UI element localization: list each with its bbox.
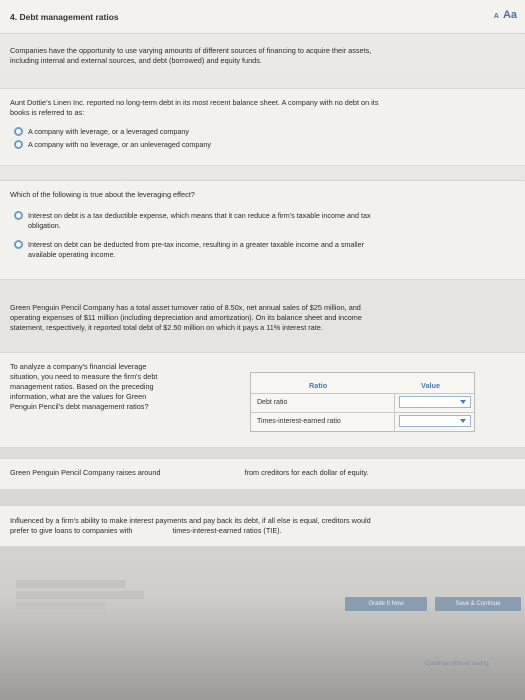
raises-sentence: Green Penguin Pencil Company raises around from creditors for each dollar of equity. — [10, 468, 369, 477]
q1-option-2-radio[interactable] — [14, 140, 23, 149]
question-title: 4. Debt management ratios — [10, 12, 119, 22]
value-column-header: Value — [421, 381, 441, 390]
save-continue-button[interactable]: Save & Continue — [435, 597, 521, 611]
ratio-table — [250, 372, 475, 432]
q2-option-1-radio[interactable] — [14, 211, 23, 220]
q2-prompt: Which of the following is true about the leveraging effect? — [10, 190, 195, 199]
ratio-column-header: Ratio — [309, 381, 328, 390]
q2-option-1-label[interactable]: Interest on debt is a tax deductible expense, which means that it can reduce a firm's taxable income and tax obligation. — [28, 211, 371, 230]
case-text: Green Penguin Pencil Company has a total asset turnover ratio of 8.50x, net annual sales of $25 million, and operating expenses of $11 million (including depreciation and amortization). On its balance sheet and income statement, respectively, it reported total debt of $2.50 million on which it pays a 11% interest rate. — [10, 303, 362, 332]
q1-option-2-label[interactable]: A company with no leverage, or an unleveraged company — [28, 140, 211, 149]
font-size-control[interactable] — [494, 9, 517, 21]
question-header — [0, 0, 525, 34]
analysis-prompt: To analyze a company's financial leverage situation, you need to measure the firm's debt management ratios. Based on the preceding information, what are the values for Green Penguin Pencil's debt management ratios? — [10, 362, 158, 411]
chevron-down-icon — [460, 419, 466, 423]
grade-it-now-button[interactable]: Grade It Now — [345, 597, 427, 611]
table-divider — [251, 393, 474, 394]
debt-ratio-dropdown[interactable] — [399, 396, 471, 408]
continue-without-saving-link[interactable]: Continue without saving — [425, 661, 489, 667]
q1-prompt: Aunt Dottie's Linen Inc. reported no long-term debt in its most recent balance sheet. A company with no debt on its books is referred to as: — [10, 98, 379, 117]
table-divider — [251, 412, 474, 413]
tie-ratio-label: Times-interest-earned ratio — [257, 418, 341, 425]
chevron-down-icon — [460, 400, 466, 404]
tie-ratio-dropdown[interactable] — [399, 415, 471, 427]
influence-sentence: Influenced by a firm's ability to make interest payments and pay back its debt, if all else is equal, creditors would prefer to give loans to companies with times-interest-earned ratios (TIE). — [10, 516, 371, 535]
font-increase-button[interactable]: Aa — [502, 9, 517, 21]
intro-text: Companies have the opportunity to use varying amounts of different sources of financing to acquire their assets, including internal and external sources, and debt (borrowed) and equity funds. — [10, 46, 372, 65]
q1-option-1-radio[interactable] — [14, 127, 23, 136]
font-decrease-button[interactable]: A — [493, 13, 499, 20]
q1-option-1-label[interactable]: A company with leverage, or a leveraged company — [28, 127, 190, 136]
debt-ratio-label: Debt ratio — [257, 399, 288, 406]
q2-option-2-label[interactable]: Interest on debt can be deducted from pre-tax income, resulting in a greater taxable income and a smaller available operating income. — [28, 240, 365, 259]
faded-footer-text — [16, 580, 146, 610]
q2-option-2-radio[interactable] — [14, 240, 23, 249]
